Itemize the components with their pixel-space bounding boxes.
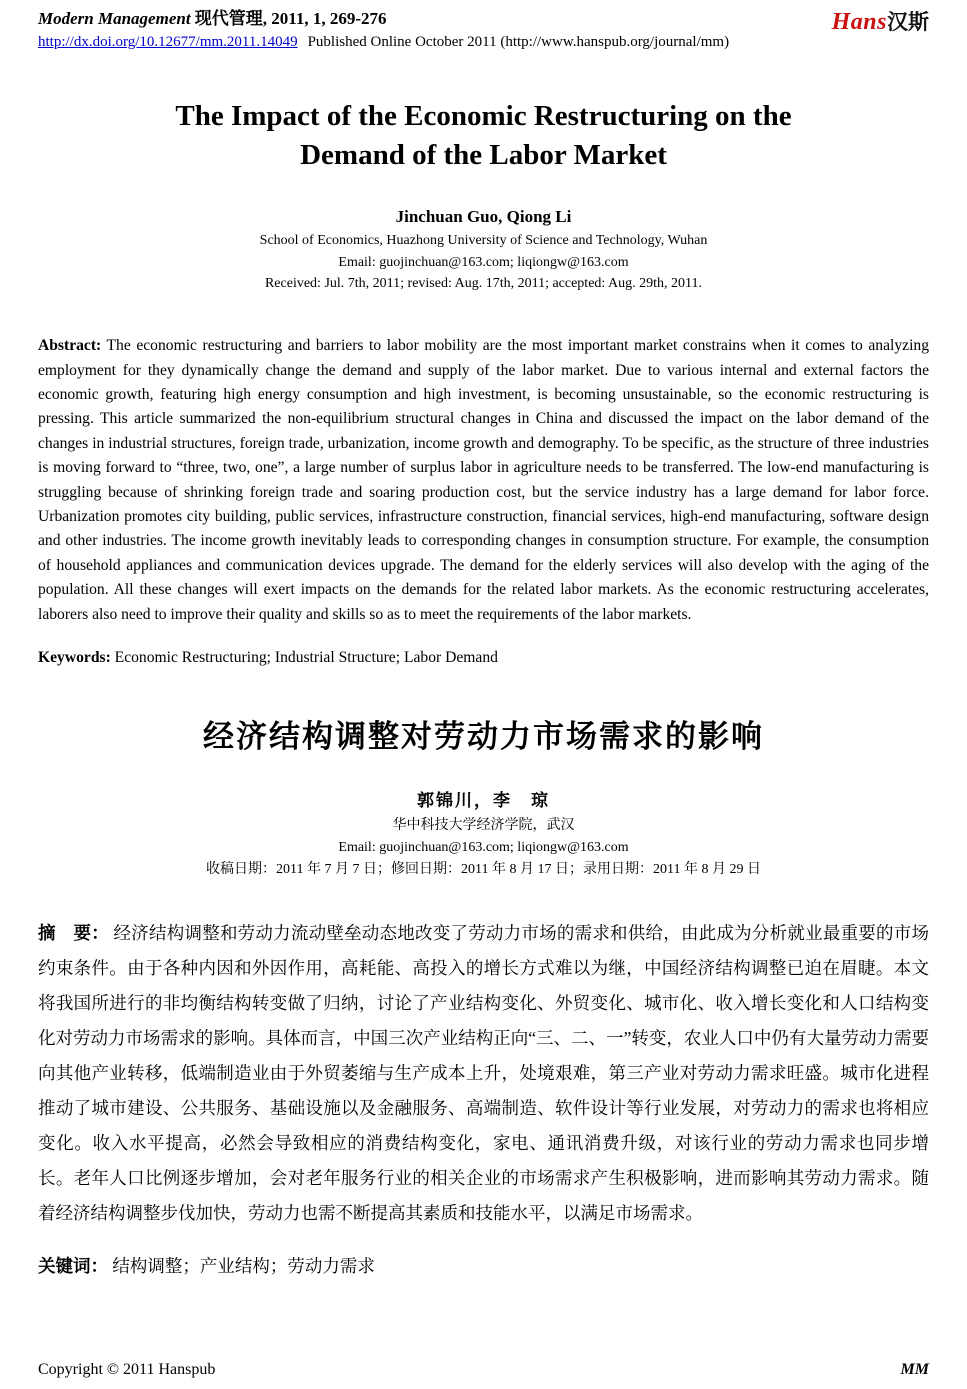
- keywords-label-english: Keywords:: [38, 648, 111, 666]
- english-author-meta: [38, 231, 929, 294]
- hanspub-logo-en: Hans: [831, 9, 887, 35]
- journal-abbreviation: MM: [900, 1361, 929, 1378]
- affiliation-english: School of Economics, Huazhong University of Science and Technology, Wuhan: [259, 233, 708, 249]
- affiliation-chinese: 华中科技大学经济学院，武汉: [392, 817, 575, 833]
- doi-line: [38, 34, 729, 51]
- email-line-english: Email: guojinchuan@163.com; liqiongw@163.com: [338, 254, 629, 270]
- page-header: [38, 8, 929, 51]
- abstract-text-chinese: 经济结构调整和劳动力流动壁垒动态地改变了劳动力市场的需求和供给，由此成为分析就业最重要的市场约束条件。由于各种内因和外因作用，高耗能、高投入的增长方式难以为继，中国经济结构调整已迫在眉睫。本文将我国所进行的非均衡结构转变做了归纳，讨论了产业结构变化、外贸变化、城市化、收入增长变化和人口结构变化对劳动力市场需求的影响。具体而言，中国三次产业结构正向“三、二、一”转变，农业人口中仍有大量劳动力需要向其他产业转移，低端制造业由于外贸萎缩与生产成本上升，处境艰难，第三产业对劳动力需求旺盛。城市化进程推动了城市建设、公共服务、基础设施以及金融服务、高端制造、软件设计等行业发展，对劳动力的需求也将相应变化。收入水平提高，必然会导致相应的消费结构变化，家电、通讯消费升级，对该行业的劳动力需求也同步增长。老年人口比例逐步增加，会对老年服务行业的相关企业的市场需求产生积极影响，进而影响其劳动力需求。随着经济结构调整步伐加快，劳动力也需不断提高其素质和技能水平，以满足市场需求。: [38, 922, 930, 1223]
- page-footer: [38, 1361, 929, 1379]
- hanspub-logo-cn: 汉斯: [887, 10, 929, 34]
- received-dates-english: Received: Jul. 7th, 2011; revised: Aug. 17th, 2011; accepted: Aug. 29th, 2011.: [264, 275, 703, 291]
- authors-chinese: 郭锦川，李 琼: [417, 790, 550, 810]
- paper-title-english: The Impact of the Economic Restructuring on the Demand of the Labor Market: [175, 99, 792, 172]
- chinese-author-meta: [38, 815, 929, 880]
- english-author-block: [38, 207, 929, 294]
- abstract-label-english: Abstract:: [38, 337, 102, 355]
- doi-link[interactable]: http://dx.doi.org/10.12677/mm.2011.14049: [38, 33, 298, 50]
- email-line-chinese: Email: guojinchuan@163.com; liqiongw@163.com: [338, 839, 629, 855]
- copyright-text: Copyright © 2011 Hanspub: [38, 1361, 216, 1378]
- journal-issue-info: 现代管理, 2011, 1, 269-276: [190, 9, 387, 28]
- abstract-label-chinese: 摘 要：: [38, 922, 109, 943]
- abstract-text-english: The economic restructuring and barriers to labor mobility are the most important market constrains when it comes to analyzing employment for they dynamically change the demand and supply of the labor market. Due to various internal and external factors the economic growth, featuring high energy consumption and high investment, is becoming unsustainable, so the economic restructuring is pressing. This article summarized the non-equilibrium structural changes in China and discussed the impact on the labor demand of the changes in industrial structures, foreign trade, urbanization, income growth and demography. To be specific, as the structure of three industries is moving forward to “three, two, one”, a large number of surplus labor in agriculture needs to be transferred. The low-end manufacturing is struggling because of shrinking foreign trade and soaring production cost, but the service industry has a large demand for labor force. Urbanization promotes city building, public services, infrastructure construction, financial services, high-end manufacturing, software design and other industries. The income growth inevitably leads to corresponding changes in consumption structure. For example, the consumption of household appliances and communication devices upgrade. The demand for the elderly services will also develop with the aging of the population. All these changes will exert impacts on the demands for the related labor markets. As the economic restructuring accelerates, laborers also need to improve their quality and skills so as to meet the requirements of the labor markets.: [38, 337, 929, 623]
- journal-citation: [38, 8, 729, 31]
- keywords-text-chinese: 结构调整；产业结构；劳动力需求: [112, 1255, 375, 1276]
- keywords-chinese: [38, 1253, 929, 1278]
- paper-title-chinese: 经济结构调整对劳动力市场需求的影响: [203, 718, 764, 754]
- keywords-text-english: Economic Restructuring; Industrial Structure; Labor Demand: [114, 648, 498, 666]
- keywords-english: [38, 649, 929, 667]
- published-online-text: Published Online October 2011 (http://www.hanspub.org/journal/mm): [307, 33, 730, 50]
- chinese-author-block: [38, 786, 929, 880]
- authors-english: Jinchuan Guo, Qiong Li: [395, 207, 572, 227]
- received-dates-chinese: 收稿日期：2011 年 7 月 7 日；修回日期：2011 年 8 月 17 日；录用日期：2011 年 8 月 29 日: [206, 861, 761, 877]
- abstract-english: [38, 334, 929, 627]
- keywords-label-chinese: 关键词：: [38, 1255, 108, 1276]
- abstract-chinese: [38, 916, 929, 1231]
- hanspub-logo: [832, 10, 929, 34]
- journal-info: [38, 8, 729, 51]
- journal-title: Modern Management: [38, 9, 191, 28]
